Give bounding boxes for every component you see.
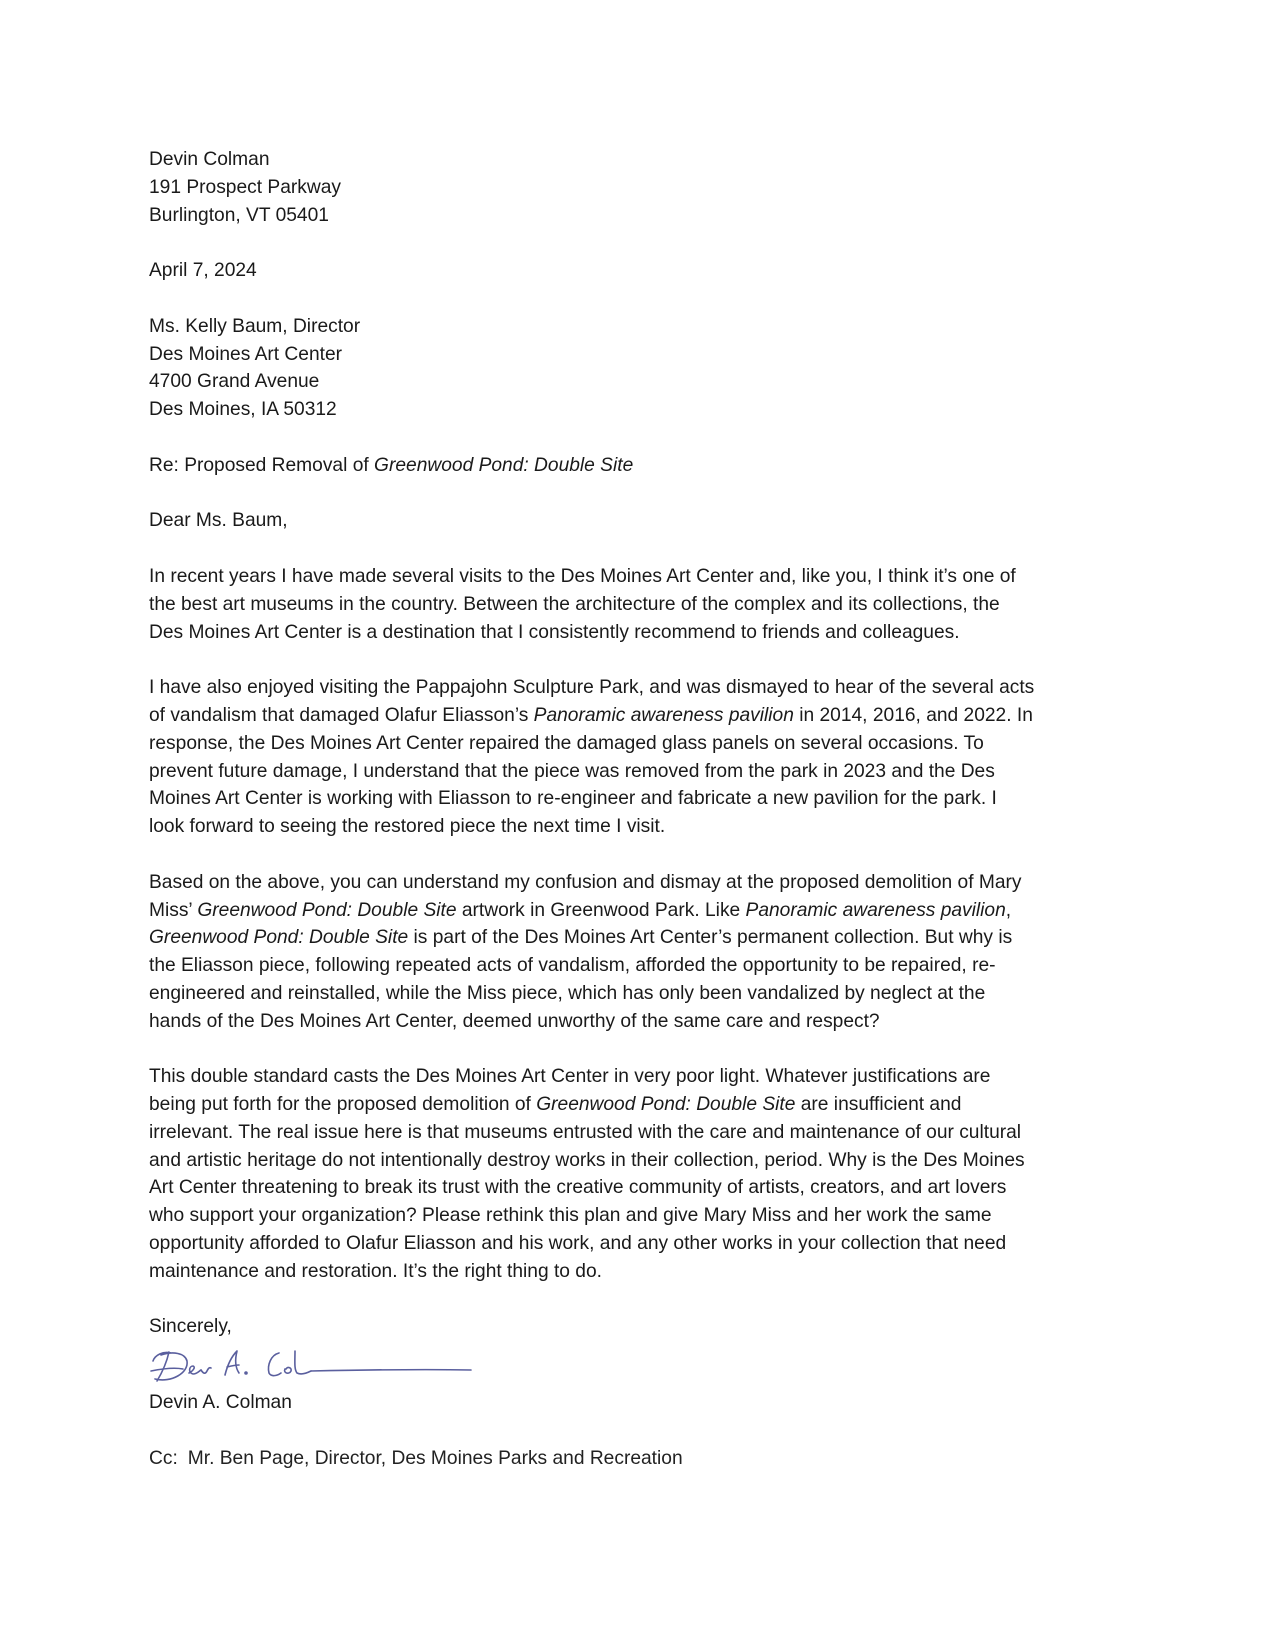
salutation-text: Dear Ms. Baum, — [149, 510, 288, 532]
paragraph-line: engineered and reinstalled, while the Miss piece, which has only been vandalized by neglect at the — [149, 982, 986, 1004]
signature-block — [149, 1389, 1129, 1417]
signature-name: Devin A. Colman — [149, 1392, 292, 1414]
paragraph-line: I have also enjoyed visiting the Pappajohn Sculpture Park, and was dismayed to hear of the several acts — [149, 677, 1035, 699]
paragraph-line: and artistic heritage do not intentionally destroy works in their collection, period. Why is the Des Moines — [149, 1149, 1025, 1171]
artwork-title: Panoramic awareness pavilion — [745, 899, 1006, 921]
cc-recipient: Mr. Ben Page, Director, Des Moines Parks and Recreation — [187, 1447, 683, 1469]
paragraph-4 — [149, 1063, 1129, 1285]
paragraph-line: the best art museums in the country. Between the architecture of the complex and its collections, the — [149, 593, 1000, 615]
text-run: is part of the Des Moines Art Center’s permanent collection. But why is — [408, 927, 1013, 949]
paragraph-line: Moines Art Center is working with Eliasson to re-engineer and fabricate a new pavilion for the park. I — [149, 788, 997, 810]
recipient-city-line: Des Moines, IA 50312 — [149, 399, 337, 421]
paragraph-line: Based on the above, you can understand my confusion and dismay at the proposed demolition of Mary — [149, 871, 1022, 893]
paragraph-line — [149, 1091, 1129, 1119]
text-run: , — [1005, 899, 1012, 921]
paragraph-line: This double standard casts the Des Moines Art Center in very poor light. Whatever justifications are — [149, 1066, 991, 1088]
sender-city-line: Burlington, VT 05401 — [149, 204, 329, 226]
paragraph-line: look forward to seeing the restored piece the next time I visit. — [149, 816, 666, 838]
paragraph-line — [149, 897, 1129, 925]
paragraph-line: prevent future damage, I understand that the piece was removed from the park in 2023 and the Des — [149, 760, 995, 782]
recipient-street: 4700 Grand Avenue — [149, 371, 320, 393]
paragraph-line: hands of the Des Moines Art Center, deemed unworthy of the same care and respect? — [149, 1010, 880, 1032]
cc-line — [149, 1445, 1129, 1473]
paragraph-line: response, the Des Moines Art Center repaired the damaged glass panels on several occasions. To — [149, 732, 984, 754]
paragraph-line: In recent years I have made several visits to the Des Moines Art Center and, like you, I think it’s one of — [149, 565, 1016, 587]
sender-name: Devin Colman — [149, 149, 270, 170]
recipient-address — [149, 313, 1129, 424]
letter-page — [149, 146, 1129, 1473]
paragraph-1 — [149, 563, 1129, 646]
text-run: are insufficient and — [795, 1094, 962, 1116]
paragraph-line: Art Center threatening to break its trust with the creative community of artists, creators, and art lovers — [149, 1177, 1007, 1199]
artwork-title: Greenwood Pond: Double Site — [149, 927, 409, 949]
artwork-title: Greenwood Pond: Double Site — [536, 1094, 796, 1116]
text-run: artwork in Greenwood Park. Like — [456, 899, 746, 921]
handwritten-signature — [149, 1343, 479, 1389]
paragraph-line: the Eliasson piece, following repeated acts of vandalism, afforded the opportunity to be repaired, re- — [149, 955, 996, 977]
closing-text: Sincerely, — [149, 1316, 232, 1338]
text-run: Miss’ — [149, 899, 198, 921]
letter-date — [149, 257, 1129, 285]
text-run: of vandalism that damaged Olafur Eliasson’s — [149, 704, 534, 726]
closing — [149, 1313, 1129, 1341]
paragraph-3 — [149, 869, 1129, 1036]
text-run: in 2014, 2016, and 2022. In — [793, 704, 1033, 726]
subject-line — [149, 452, 1129, 480]
paragraph-line: Des Moines Art Center is a destination that I consistently recommend to friends and colleagues. — [149, 621, 960, 643]
sender-street: 191 Prospect Parkway — [149, 176, 341, 198]
sender-address — [149, 146, 1129, 229]
paragraph-line — [149, 924, 1129, 952]
cc-label: Cc: — [149, 1447, 178, 1469]
subject-work-title: Greenwood Pond: Double Site — [374, 454, 634, 476]
recipient-name-title: Ms. Kelly Baum, Director — [149, 315, 361, 337]
paragraph-line: who support your organization? Please rethink this plan and give Mary Miss and her work the same — [149, 1205, 992, 1227]
artwork-title: Panoramic awareness pavilion — [533, 704, 794, 726]
paragraph-line — [149, 702, 1129, 730]
salutation — [149, 507, 1129, 535]
recipient-organization: Des Moines Art Center — [149, 343, 343, 365]
paragraph-line: irrelevant. The real issue here is that museums entrusted with the care and maintenance of our cultural — [149, 1121, 1022, 1143]
paragraph-line: opportunity afforded to Olafur Eliasson and his work, and any other works in your collection that need — [149, 1233, 1007, 1255]
paragraph-2 — [149, 674, 1129, 841]
text-run: being put forth for the proposed demolition of — [149, 1094, 537, 1116]
paragraph-line: maintenance and restoration. It’s the right thing to do. — [149, 1260, 602, 1282]
date-text: April 7, 2024 — [149, 260, 257, 282]
artwork-title: Greenwood Pond: Double Site — [197, 899, 457, 921]
subject-prefix: Re: Proposed Removal of — [149, 454, 375, 476]
